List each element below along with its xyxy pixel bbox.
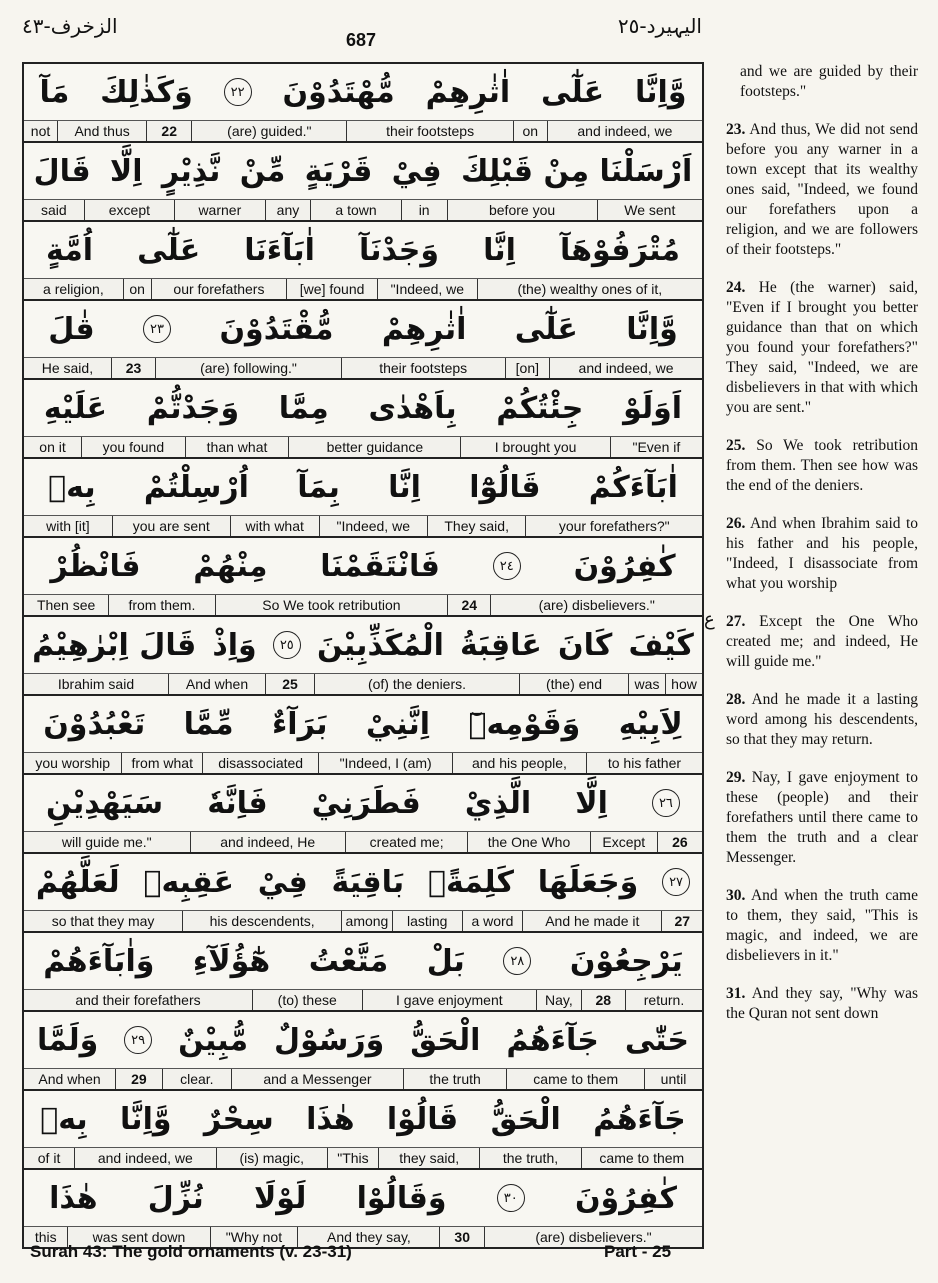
translation-verse-number: 24.	[726, 279, 746, 296]
verse-marker: ٢٣	[143, 315, 171, 343]
gloss-cell: And when	[168, 674, 265, 694]
gloss-cell: (the) wealthy ones of it,	[477, 279, 702, 299]
gloss-cell: on it	[39, 439, 66, 455]
translation-verse	[726, 278, 918, 418]
gloss-cell: And when	[38, 1071, 101, 1087]
gloss-cell: from what	[121, 753, 202, 773]
gloss-cell: in	[401, 200, 447, 220]
gloss-cell: the One Who	[467, 832, 589, 852]
gloss-cell: came to them	[581, 1148, 702, 1168]
arabic-word: مُّقْتَدُوْنَ	[219, 311, 334, 347]
gloss-cell: They said,	[427, 516, 526, 536]
gloss-cell: was sent down	[67, 1227, 209, 1247]
gloss-cell: and a Messenger	[231, 1069, 403, 1089]
arabic-word: وَاِذْ	[212, 627, 257, 663]
gloss-cell: a religion,	[43, 281, 104, 297]
verse-marker: ٣٠	[497, 1184, 525, 1212]
gloss-verse-number: 25	[265, 674, 314, 694]
gloss-cell: came to them	[506, 1069, 644, 1089]
arabic-word: جَآءَهُمُ	[593, 1101, 686, 1137]
arabic-word: وَاٰبَآءَهُمْ	[43, 943, 155, 979]
arabic-row	[24, 459, 702, 515]
gloss-cell: "Indeed, I (am)	[318, 753, 452, 773]
gloss-cell: you found	[81, 437, 185, 457]
gloss-cell: the truth	[403, 1069, 507, 1089]
arabic-word: فَاِنَّهٗ	[207, 785, 268, 821]
gloss-row	[24, 989, 702, 1012]
gloss-row	[24, 1147, 702, 1170]
arabic-word: وَّاِنَّا	[626, 311, 678, 347]
gloss-cell: [on]	[505, 358, 549, 378]
arabic-word: هٰذَا	[49, 1180, 98, 1216]
translation-verse	[740, 62, 918, 102]
arabic-row	[24, 380, 702, 436]
arabic-word: حَتّٰی	[624, 1022, 690, 1058]
arabic-word: لِاَبِيْهِ	[618, 706, 683, 742]
verse-marker: ٢٢	[224, 78, 252, 106]
gloss-cell: (are) disbelievers."	[484, 1227, 702, 1247]
gloss-cell: (to) these	[252, 990, 362, 1010]
arabic-word: فَطَرَنِيْ	[311, 785, 421, 821]
verse-marker: ٢٩	[124, 1026, 152, 1054]
gloss-cell: so that they may	[51, 913, 155, 929]
arabic-word: جِئْتُكُمْ	[496, 390, 584, 426]
gloss-cell: We sent	[597, 200, 702, 220]
translation-verse	[726, 612, 918, 672]
arabic-word: مِنْهُمْ	[193, 548, 268, 584]
gloss-cell: you are sent	[112, 516, 230, 536]
arabic-word: كٰفِرُوْنَ	[573, 548, 676, 584]
gloss-row	[24, 278, 702, 301]
verse-marker: ٢٤	[493, 552, 521, 580]
arabic-word: عَاقِبَةُ	[460, 627, 542, 663]
gloss-cell: than what	[185, 437, 289, 457]
arabic-row	[24, 775, 702, 831]
arabic-word: عَلٰٓی	[137, 232, 201, 268]
gloss-row	[24, 436, 702, 459]
arabic-word: كٰفِرُوْنَ	[574, 1180, 677, 1216]
gloss-cell: I brought you	[460, 437, 609, 457]
gloss-cell: created me;	[345, 832, 467, 852]
translation-verse	[726, 886, 918, 966]
gloss-cell: before you	[447, 200, 597, 220]
translation-verse	[726, 984, 918, 1024]
arabic-word: اٰبَآءَنَا	[244, 232, 315, 268]
arabic-word: قٰلَ	[48, 311, 95, 347]
gloss-verse-number: 27	[661, 911, 702, 931]
arabic-word: جَآءَهُمُ	[506, 1022, 599, 1058]
arabic-word: كَيْفَ	[628, 627, 694, 663]
page-number: 687	[346, 30, 377, 50]
arabic-word: وَجَدْتُّمْ	[146, 390, 240, 426]
arabic-word: الْمُكَذِّبِيْنَ	[316, 627, 444, 663]
gloss-cell: your forefathers?"	[525, 516, 702, 536]
arabic-row	[24, 538, 702, 594]
arabic-row	[24, 301, 702, 357]
arabic-word: مُّبِيْنٌ	[178, 1022, 249, 1058]
gloss-cell: He said,	[41, 360, 94, 376]
gloss-cell: "Indeed, we	[319, 516, 427, 536]
translation-column	[726, 62, 918, 1042]
gloss-cell: any	[265, 200, 311, 220]
gloss-cell: better guidance	[288, 437, 460, 457]
arabic-row	[24, 933, 702, 989]
gloss-cell: So We took retribution	[215, 595, 448, 615]
gloss-cell: (of) the deniers.	[314, 674, 519, 694]
translation-text: He (the warner) said, "Even if I brought you better guidance than that on which you found your forefathers?" They said, "Indeed, we are disbelievers in that with which you are sent."	[726, 279, 919, 416]
gloss-cell: And thus	[57, 121, 146, 141]
arabic-word: قَرْيَةٍ	[304, 153, 373, 189]
arabic-word: وَجَدْنَآ	[358, 232, 440, 268]
gloss-cell: [we] found	[286, 279, 377, 299]
gloss-cell: this	[34, 1229, 57, 1245]
gloss-row	[24, 120, 702, 143]
gloss-cell: (are) disbelievers."	[490, 595, 702, 615]
gloss-cell: lasting	[392, 911, 462, 931]
arabic-word: يَرْجِعُوْنَ	[569, 943, 683, 979]
gloss-cell: (are) guided."	[191, 121, 346, 141]
arabic-word: بَاقِيَةً	[331, 864, 405, 900]
gloss-cell: among	[341, 911, 391, 931]
arabic-row	[24, 143, 702, 199]
translation-text: And he made it a lasting word among his descendents, so that they may return.	[726, 691, 918, 748]
translation-verse-number: 28.	[726, 691, 746, 708]
arabic-word: اِنَّا	[388, 469, 421, 505]
gloss-cell: of it	[37, 1150, 61, 1166]
gloss-cell: "Why not	[210, 1227, 298, 1247]
arabic-word: عَلٰٓی	[541, 74, 605, 110]
arabic-word: وَقَوْمِهٖٓ	[468, 706, 581, 742]
arabic-word: فَانْتَقَمْنَا	[320, 548, 440, 584]
gloss-cell: except	[84, 200, 174, 220]
gloss-cell: Ibrahim said	[57, 676, 135, 692]
arabic-word: نَّذِيْرٍ	[161, 153, 221, 189]
gloss-cell: "This	[327, 1148, 378, 1168]
gloss-cell: and indeed, we	[549, 358, 702, 378]
translation-text: And they say, "Why was the Quran not sent down	[726, 985, 918, 1022]
arabic-word: اِنَّا	[483, 232, 516, 268]
gloss-row	[24, 831, 702, 854]
gloss-cell: to his father	[586, 753, 702, 773]
gloss-cell: clear.	[162, 1069, 231, 1089]
arabic-word: وَرَسُوْلٌ	[274, 1022, 385, 1058]
arabic-word: وَلَمَّا	[36, 1022, 99, 1058]
arabic-word: بِهٖ	[48, 469, 96, 505]
arabic-row	[24, 1170, 702, 1226]
arabic-word: اِلَّا	[109, 153, 143, 189]
gloss-cell: not	[30, 123, 51, 139]
verse-marker: ٢٦	[652, 789, 680, 817]
arabic-word: مِّمَّا	[183, 706, 234, 742]
gloss-cell: I gave enjoyment	[362, 990, 537, 1010]
gloss-row	[24, 752, 702, 775]
arabic-word: مِمَّا	[278, 390, 329, 426]
gloss-row	[24, 515, 702, 538]
arabic-word: بِاَهْدٰی	[368, 390, 457, 426]
gloss-cell: (the) end	[519, 674, 628, 694]
arabic-word: فِيْ	[391, 153, 442, 189]
arabic-word: اَوَلَوْ	[623, 390, 683, 426]
arabic-word: سَيَهْدِيْنِ	[46, 785, 164, 821]
arabic-word: وَّاِنَّا	[120, 1101, 172, 1137]
translation-verse-number: 27.	[726, 613, 746, 630]
footer-surah: Surah 43: The gold ornaments (v. 23-31)	[30, 1242, 352, 1261]
arabic-row	[24, 617, 702, 673]
translation-verse	[726, 436, 918, 496]
gloss-cell: a word	[462, 911, 522, 931]
arabic-word: قَالُوْٓا	[469, 469, 541, 505]
gloss-row	[24, 910, 702, 933]
gloss-cell: on	[123, 279, 151, 299]
arabic-word: بِمَآ	[297, 469, 340, 505]
arabic-row	[24, 222, 702, 278]
gloss-verse-number: 23	[111, 358, 155, 378]
gloss-cell: our forefathers	[151, 279, 287, 299]
verse-marker: ٢٨	[503, 947, 531, 975]
gloss-cell: you worship	[35, 755, 111, 771]
gloss-cell: with what	[230, 516, 319, 536]
arabic-row	[24, 1091, 702, 1147]
gloss-cell: warner	[174, 200, 264, 220]
gloss-cell: (are) following."	[155, 358, 341, 378]
gloss-cell: and indeed, we	[547, 121, 702, 141]
arabic-word: وَقَالُوْا	[356, 1180, 447, 1216]
arabic-word: بِهٖ	[40, 1101, 88, 1137]
gloss-cell: from them.	[108, 595, 214, 615]
arabic-word: مَتَّعْتُ	[308, 943, 389, 979]
juz-header: الیہیرد-٢٥	[617, 14, 702, 38]
gloss-verse-number: 22	[146, 121, 191, 141]
arabic-word: فِيْ	[257, 864, 308, 900]
translation-verse-number: 23.	[726, 121, 746, 138]
surah-header: الزخرف-٤٣	[22, 14, 118, 38]
arabic-word: قَالَ اِبْرٰهِيْمُ	[32, 627, 197, 663]
arabic-row	[24, 1012, 702, 1068]
gloss-cell: and indeed, He	[190, 832, 345, 852]
gloss-cell: how	[665, 674, 702, 694]
gloss-cell: they said,	[378, 1148, 479, 1168]
arabic-row	[24, 854, 702, 910]
gloss-cell: Except	[590, 832, 657, 852]
arabic-word: وَّاِنَّا	[635, 74, 687, 110]
gloss-row	[24, 199, 702, 222]
arabic-word: مُتْرَفُوْهَآ	[559, 232, 680, 268]
arabic-word: الَّذِيْ	[464, 785, 532, 821]
arabic-word: كَانَ	[557, 627, 613, 663]
gloss-cell: with [it]	[46, 518, 90, 534]
arabic-word: هٰٓؤُلَآءِ	[192, 943, 271, 979]
gloss-cell: will guide me."	[61, 834, 152, 850]
arabic-word: قَالُوْا	[386, 1101, 459, 1137]
gloss-cell: said	[40, 202, 67, 218]
gloss-cell: return.	[625, 990, 702, 1010]
arabic-word: الْحَقُّ	[490, 1101, 561, 1137]
translation-verse-number: 30.	[726, 887, 746, 904]
translation-verse-number: 26.	[726, 515, 746, 532]
gloss-cell: "Indeed, we	[377, 279, 477, 299]
arabic-word: الْحَقُّ	[410, 1022, 481, 1058]
gloss-cell: their footsteps	[346, 121, 512, 141]
arabic-word: فَانْظُرْ	[50, 548, 141, 584]
arabic-word: اُرْسِلْتُمْ	[143, 469, 249, 505]
arabic-word: اِنَّنِيْ	[365, 706, 431, 742]
gloss-verse-number: 29	[115, 1069, 162, 1089]
arabic-word: مُّهْتَدُوْنَ	[282, 74, 395, 110]
arabic-word: لَعَلَّهُمْ	[35, 864, 120, 900]
arabic-word: اٰبَآءَكُمْ	[588, 469, 678, 505]
arabic-word: اٰثٰرِهِمْ	[425, 74, 511, 110]
gloss-cell: until	[644, 1069, 702, 1089]
rukuh-mark: ع	[704, 609, 715, 630]
arabic-word: وَجَعَلَهَا	[537, 864, 639, 900]
arabic-word: كَلِمَةًۢ	[427, 864, 514, 900]
gloss-cell: was	[628, 674, 665, 694]
gloss-cell: a town	[310, 200, 400, 220]
translation-verse-number: 31.	[726, 985, 746, 1002]
arabic-word: اٰثٰرِهِمْ	[381, 311, 467, 347]
translation-verse-number: 29.	[726, 769, 746, 786]
gloss-cell: Nay,	[536, 990, 580, 1010]
gloss-cell: Then see	[36, 597, 96, 613]
translation-text: So We took retribution from them. Then see how was the end of the deniers.	[726, 437, 919, 494]
gloss-cell: the truth,	[479, 1148, 580, 1168]
arabic-word: اِلَّا	[575, 785, 608, 821]
translation-verse	[726, 690, 918, 750]
translation-text: And when the truth came to them, they said, "This is magic, and indeed, we are disbelievers in it."	[726, 887, 918, 964]
arabic-word: لَوْلَا	[253, 1180, 307, 1216]
verse-marker: ٢٥	[273, 631, 301, 659]
verse-marker: ٢٧	[662, 868, 690, 896]
arabic-row	[24, 696, 702, 752]
gloss-cell: and indeed, we	[74, 1148, 215, 1168]
arabic-word: اَرْسَلْنَا مِنْ قَبْلِكَ	[460, 153, 693, 189]
arabic-word: تَعْبُدُوْنَ	[43, 706, 146, 742]
gloss-cell: And he made it	[522, 911, 661, 931]
gloss-cell: and his people,	[452, 753, 586, 773]
gloss-verse-number: 30	[439, 1227, 483, 1247]
translation-text: And thus, We did not send before you any warner in a town except that its wealthy ones said, "Indeed, we found our forefathers upon a religion, and we are followers of their footsteps."	[726, 121, 919, 258]
gloss-cell: and their forefathers	[75, 992, 201, 1008]
arabic-word: بَلْ	[426, 943, 465, 979]
arabic-word: اُمَّةٍ	[46, 232, 94, 268]
gloss-cell: on	[513, 121, 547, 141]
gloss-row	[24, 357, 702, 380]
footer-part: Part - 25	[604, 1242, 672, 1261]
arabic-word: مَآ	[39, 74, 70, 110]
gloss-cell: "Even if	[610, 437, 702, 457]
arabic-word: وَكَذٰلِكَ	[100, 74, 193, 110]
translation-text: and we are guided by their footsteps."	[740, 63, 918, 100]
translation-verse	[726, 514, 918, 594]
translation-text: Nay, I gave enjoyment to these (people) and their forefathers until there came to them the truth and a clear Messenger.	[726, 769, 918, 866]
arabic-word: مِّنْ	[239, 153, 286, 189]
translation-verse	[726, 768, 918, 868]
arabic-word: قَالَ	[33, 153, 91, 189]
arabic-row	[24, 64, 702, 120]
gloss-cell: (is) magic,	[216, 1148, 327, 1168]
gloss-verse-number: 26	[657, 832, 702, 852]
gloss-cell: And they say,	[297, 1227, 439, 1247]
translation-text: And when Ibrahim said to his father and his people, "Indeed, I disassociate from what you worship	[726, 515, 918, 592]
arabic-word: عَلَيْهِ	[43, 390, 108, 426]
translation-verse-number: 25.	[726, 437, 746, 454]
gloss-row	[24, 1068, 702, 1091]
translation-text: Except the One Who created me; and indeed, He will guide me."	[726, 613, 918, 670]
gloss-cell: his descendents,	[182, 911, 341, 931]
word-by-word-grid	[22, 62, 704, 1249]
arabic-word: عَلٰٓی	[514, 311, 578, 347]
arabic-word: عَقِبِهٖ	[143, 864, 234, 900]
arabic-word: هٰذَا	[306, 1101, 355, 1137]
gloss-verse-number: 24	[447, 595, 490, 615]
gloss-verse-number: 28	[581, 990, 625, 1010]
gloss-cell: their footsteps	[341, 358, 505, 378]
arabic-word: بَرَآءٌ	[271, 706, 328, 742]
gloss-row	[24, 594, 702, 617]
translation-verse	[726, 120, 918, 260]
gloss-row	[24, 673, 702, 696]
arabic-word: سِحْرٌ	[203, 1101, 274, 1137]
gloss-cell: disassociated	[202, 753, 318, 773]
arabic-word: نُزِّلَ	[147, 1180, 204, 1216]
